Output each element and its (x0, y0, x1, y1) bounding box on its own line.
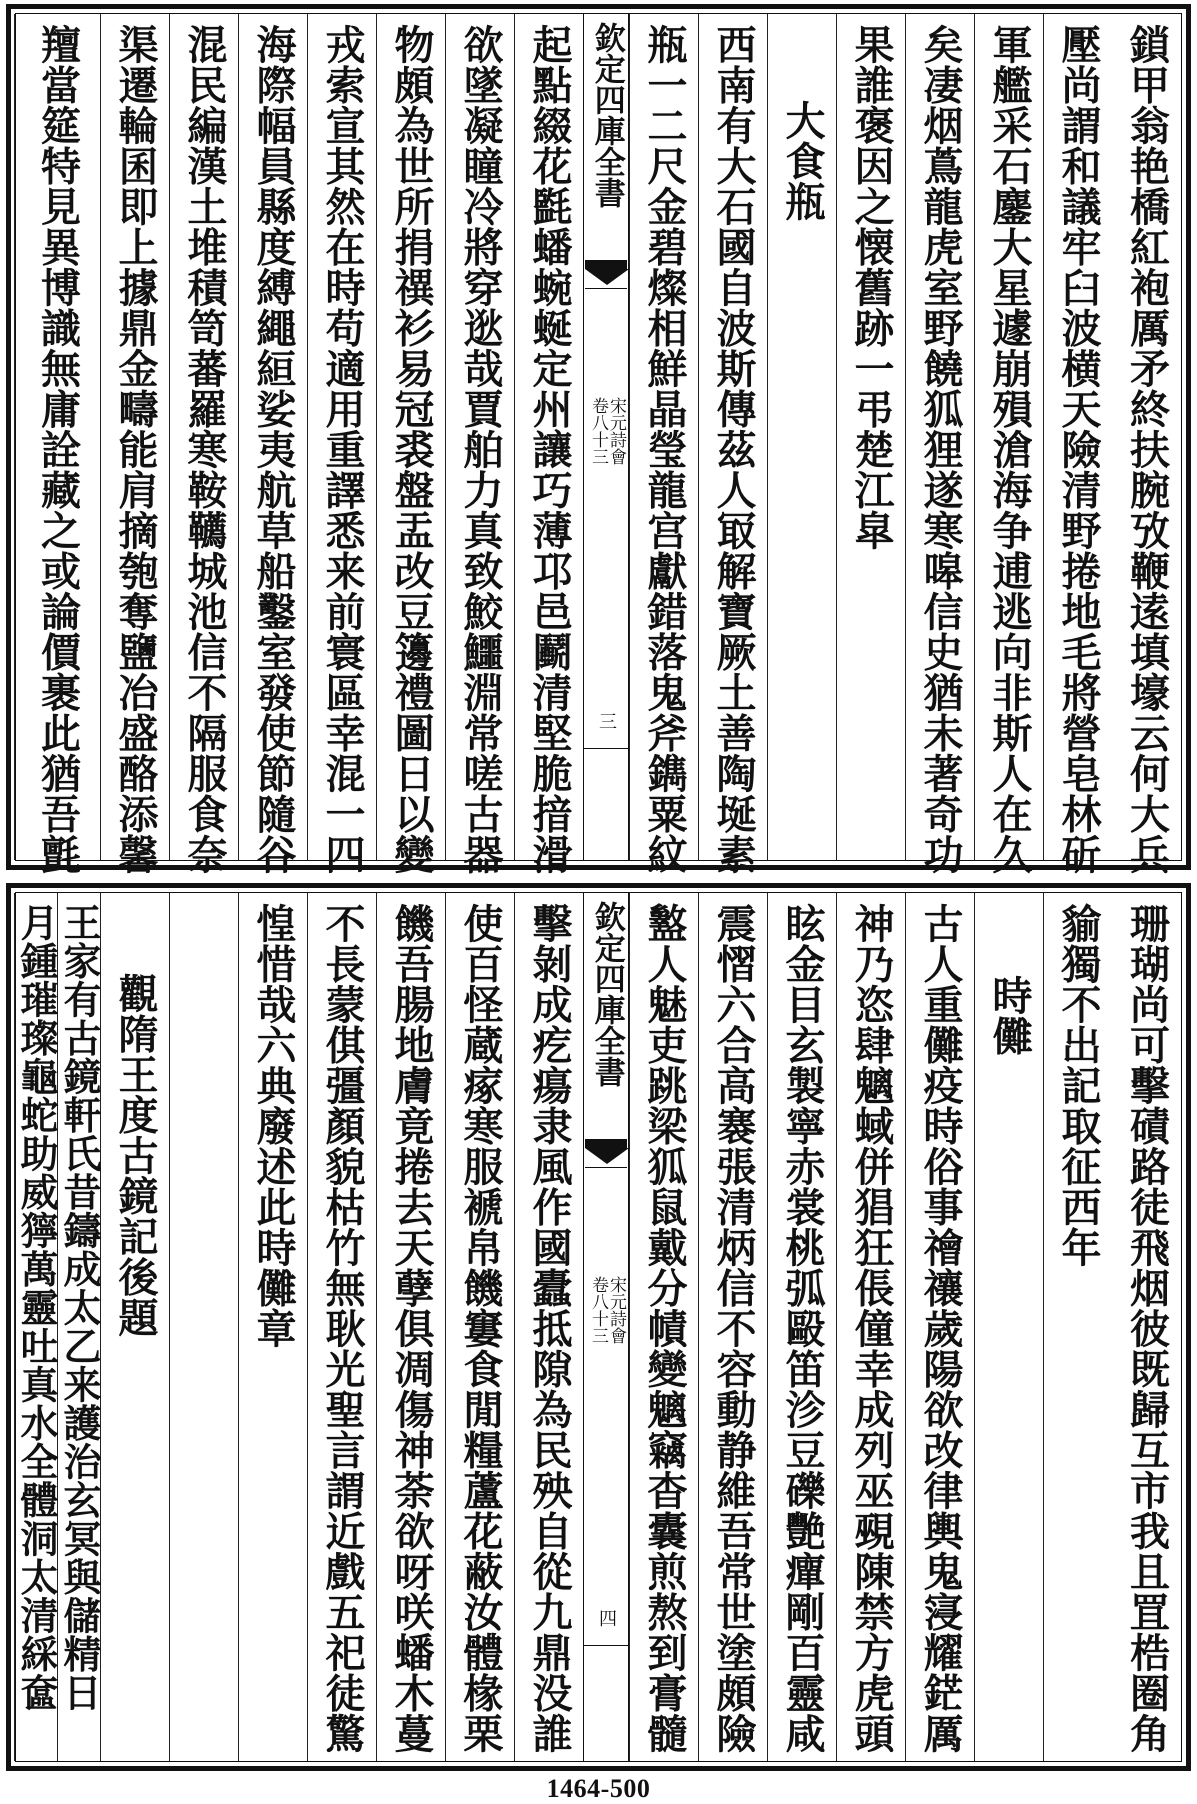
column-text: 擊剝成疙瘍隶風作國蠹抵隙為民殃自從九鼎没誰 (526, 903, 573, 1754)
text-column (445, 893, 514, 1761)
column-text: 神乃恣肆魑蜮併猖狂倀僮幸成列巫覡陳禁方虎頭 (848, 903, 895, 1754)
page-number: 三 (596, 712, 617, 730)
column-text: 月鍾璀璨龜蛇助威獰萬靈吐真水全體洞太清綵奩 (14, 903, 59, 1712)
column-text: 欲墜凝瞳冷將穿逖哉賈舶力真致鮫鱷淵常嗟古器 (457, 24, 504, 875)
column-text: 西南有大石國自波斯傳茲人冣解寶厥土善陶埏素 (710, 24, 757, 875)
page-top (6, 4, 1191, 875)
column-text: 矣凄烟蔦龍虎室野饒狐狸遂寒嗥信史猶未著奇功 (917, 24, 964, 875)
column-text: 盭人魅吏跳梁狐鼠戴分幘變魑竊杳囊煎熬到膏髓 (641, 903, 688, 1754)
text-column (1043, 893, 1112, 1761)
volume-line: 卷八十三 (588, 397, 608, 465)
page-bottom (6, 883, 1191, 1771)
column-text: 海際幅員縣度縛繩絙娑夷航草船鑿室發使節隨谷 (250, 24, 297, 875)
text-column (767, 14, 836, 860)
book-title: 欽定四庫全書 (588, 22, 625, 208)
text-column (238, 14, 307, 875)
column-text: 渠遷輪囷即上據鼎金疇能肩摘匏奪鹽冶盛酪添馨 (112, 24, 159, 875)
text-column (514, 14, 583, 875)
text-column (974, 893, 1043, 1761)
text-column (57, 893, 100, 1761)
column-text: 使百怪蔵瘃寒服褫帛饑窶食閒糧蘆花蔽汝體椽栗 (457, 903, 504, 1754)
column-text: 起點綴花㲯蟠蜿蜒定州讓巧薄邛邑鬬清堅脆揞滑 (526, 24, 573, 875)
text-column (238, 893, 307, 1761)
page-top-frame (15, 13, 1182, 875)
column-text: 戎索宣其然在時苟適用重譯悉来前寰區幸混一四 (319, 24, 366, 875)
text-column (905, 893, 974, 1761)
text-column (698, 14, 767, 875)
page-number: 四 (596, 1609, 617, 1627)
text-column (629, 14, 698, 875)
text-column (169, 14, 238, 875)
text-column (376, 14, 445, 875)
fish-tail-mark (585, 260, 627, 294)
text-column (629, 893, 698, 1761)
column-text: 不長蒙倛彊顏貌枯竹無耿光聖言謂近戲五祀徒驚 (319, 903, 366, 1754)
column-text: 果誰褒因之懐舊跡一弔楚江皐 (848, 24, 895, 551)
text-column (169, 893, 238, 1761)
volume-line: 卷八十三 (588, 1276, 608, 1344)
volume-line: 宋元詩會 (606, 1276, 626, 1344)
column-text: 物頗為世所捐禩衫易冠裘盤盂改豆籩禮圖日以變 (388, 24, 435, 875)
bottom-rule (583, 748, 629, 755)
text-column (905, 14, 974, 875)
center-column (583, 893, 629, 1761)
column-text: 混民編漢土堆積笥蕃羅寒鞍韉城池信不隔服食奈 (181, 24, 228, 875)
column-text: 惶惜哉六典廢述此時儺章 (250, 903, 297, 1349)
poem-title: 大食瓶 (779, 100, 826, 222)
text-column (836, 14, 905, 860)
column-text: 珊瑚尚可擊磧路徒飛烟彼既歸互市我且罝梏圈角 (1123, 903, 1171, 1754)
text-column (100, 893, 169, 1761)
column-text: 王家有古鏡軒氏昔鑄成太乙来護治玄冥與儲精日 (57, 903, 102, 1712)
column-text: 貐獨不出記取征西年 (1055, 903, 1102, 1268)
text-column (14, 14, 100, 875)
text-column (767, 893, 836, 1761)
center-column (583, 14, 629, 860)
text-column (974, 14, 1043, 875)
text-column (698, 893, 767, 1761)
column-text: 鎖甲翁艳橋紅袍厲矛終扶腕攷鞭逺填壕云何大兵 (1123, 24, 1171, 875)
text-column (307, 14, 376, 875)
volume-line: 宋元詩會 (606, 397, 626, 465)
book-title: 欽定四庫全書 (588, 901, 625, 1087)
page-footer-number: 1464-500 (546, 1774, 651, 1803)
text-column (836, 893, 905, 1761)
poem-title: 時儺 (986, 975, 1033, 1056)
column-text: 古人重儺疫時俗事禬禳歲陽欲改律輿鬼寖耀鋩厲 (917, 903, 964, 1754)
column-text: 饑吾腸地膚竟捲去天孽俱凋傷神荼欲呀咲蟠木蔓 (388, 903, 435, 1754)
column-text: 壓尚謂和議牢臼波横天險清野捲地毛將營皂林斫 (1055, 24, 1102, 875)
text-column (100, 14, 169, 875)
page-bottom-frame (15, 892, 1182, 1762)
text-column (376, 893, 445, 1761)
text-column (1112, 893, 1181, 1761)
column-text: 眩金目玄製寧赤裳桃弧毆笛沴豆礫艷癉剛百靈咸 (779, 903, 826, 1754)
column-text: 瓶一二尺金碧燦相鮮晶瑩龍宫獻錯落鬼斧鐫粟紋 (641, 24, 688, 875)
column-text: 震慴六合高褰張清炳信不容動静維吾常世塗頗險 (710, 903, 757, 1754)
column-text: 軍艦采石鏖大星遽崩殞滄海争逋逃向非斯人在久 (986, 24, 1033, 875)
text-column (445, 14, 514, 875)
fish-tail-mark (585, 1139, 627, 1173)
text-column (1043, 14, 1112, 875)
poem-title: 觀隋王度古鏡記後題 (112, 973, 159, 1338)
text-column (307, 893, 376, 1761)
text-column (14, 893, 57, 1761)
text-column (1112, 14, 1181, 875)
text-column (514, 893, 583, 1761)
bottom-rule (583, 1645, 629, 1652)
column-text: 羶當筵特見異博識無庸詮藏之或論價裹此猶吾氈 (34, 24, 82, 875)
